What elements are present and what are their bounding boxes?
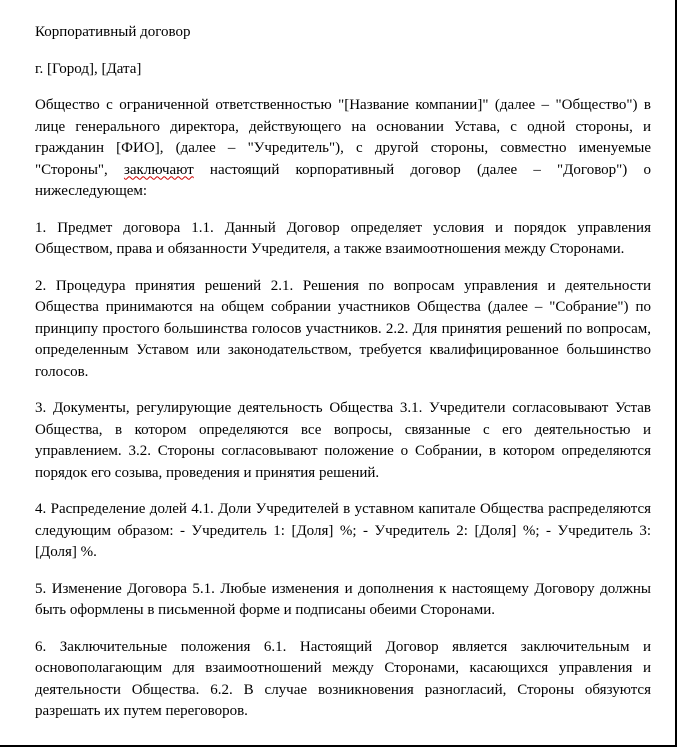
intro-text-after: настоящий корпоративный договор (далее – "Договор") о нижеследующем: [35,161,651,199]
intro-text-before: Общество с ограниченной ответственностью "[Название компании]" (далее – "Общество") в лице генерального директора, действующего на основании Устава, с одной стороны, и гражданин [ФИО], (далее – "Учредитель"), с другой стороны, совместно именуемые "Стороны", [35,97,651,178]
section-1-paragraph: 1. Предмет договора 1.1. Данный Договор определяет условия и порядок управления Обществом, права и обязанности Учредителя, а также взаимоотношения между Сторонами. [35,219,651,257]
section-5-paragraph: 5. Изменение Договора 5.1. Любые изменения и дополнения к настоящему Договору должны быть оформлены в письменной форме и подписаны обеими Сторонами. [35,580,651,618]
section-6-paragraph: 6. Заключительные положения 6.1. Настоящий Договор является заключительным и основополагающим для взаимоотношений между Сторонами, касающихся управления и деятельности Общества. 6.2. В случае возникновения разногласий, Стороны обязуются разрешать их путем переговоров. [35,638,651,719]
section-3-paragraph: 3. Документы, регулирующие деятельность Общества 3.1. Учредители согласовывают Устав Общества, в котором определяются все вопросы, связанные с его деятельностью и управлением. 3.2. Стороны согласовывают положение о Собрании, в котором определяются порядок его созыва, проведения и принятия решений. [35,400,651,481]
spellcheck-flagged-word: заключают [123,161,194,178]
document-body[interactable] [35,22,651,738]
intro-paragraph [35,95,651,203]
section-2-paragraph: 2. Процедура принятия решений 2.1. Решения по вопросам управления и деятельности Общества принимаются на общем собрании участников Общества (далее – "Собрание") по принципу простого большинства голосов участников. 2.2. Для принятия решений по вопросам, определенным Уставом или законодательством, требуется квалифицированное большинство голосов. [35,277,651,380]
city-date-line: г. [Город], [Дата] [35,60,142,77]
section-4-paragraph: 4. Распределение долей 4.1. Доли Учредителей в уставном капитале Общества распределяются следующим образом: - Учредитель 1: [Доля] %; - Учредитель 2: [Доля] %; - Учредитель 3: [Доля] %. [35,501,651,560]
document-title: Корпоративный договор [35,24,191,40]
